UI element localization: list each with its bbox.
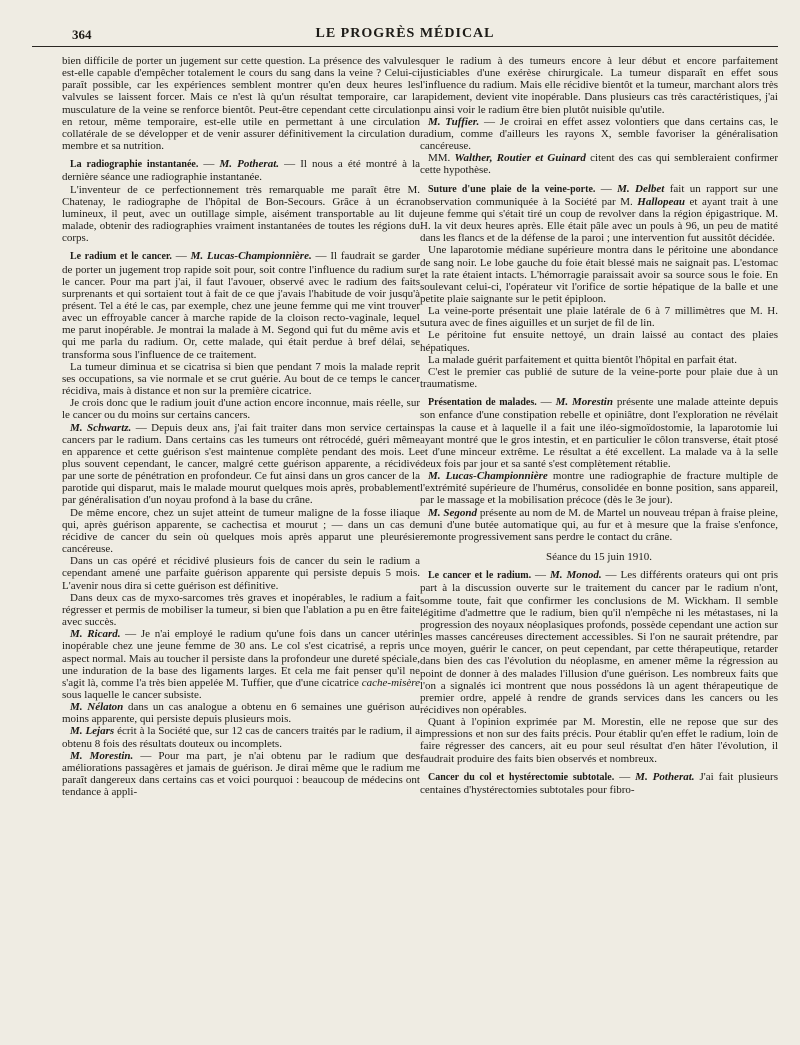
- paragraph: La tumeur diminua et se cicatrisa si bien que pendant 7 mois la malade reprit ses occupations, sa vie normale et se crut guérie. Au bout de ce temps le cancer récidiva, mais à distance et non sur la première cicatrice.: [62, 360, 420, 398]
- paragraph-text: montre une radiographie de fracture multiple de l'extrémité supérieure de l'humérus, consolidée en bonne position, sans appareil, par le massage et la mobilisation précoce (dès le 3e jour).: [420, 470, 778, 507]
- speaker-paragraph: [62, 422, 420, 507]
- speaker-name: M. Nélaton: [70, 701, 124, 714]
- paragraph: La malade guérit parfaitement et quitta bientôt l'hôpital en parfait état.: [428, 353, 737, 366]
- speaker-name: M. Monod.: [550, 569, 602, 582]
- paragraph: Dans deux cas de myxo-sarcomes très graves et inopérables, le radium a fait régresser et permis de mobiliser la tumeur, si bien que l'ablation a pu en être faite avec succès.: [62, 591, 420, 629]
- paragraph-text: — Les différents orateurs qui ont pris part à la discussion ouverte sur le traitement du cancer par le radium n'ont, somme toute, fait que confirmer les conclusions de M. Wickham. Il semble légitime d'admettre que le radium, bien qu'il n'empêche ni les métastases, ni la progression des noyaux néoplasiques profonds, possède cependant une action sur les masses cancéreuses directement accessibles. Si l'on ne saurait prétendre, par ce moyen, guérir le cancer, on peut cependant, par cette thérapeutique, retarder dans bien des cas l'évolution du néoplasme, en amener même la régression au point de donner à des malades l'illusion d'une guérison. Les nombreux faits que l'on a signalés ici montrent que nous possédons là un agent thérapeutique de premier ordre, appelé à rendre de grands services dans les cancers ou les récidives non opérables.: [420, 569, 779, 716]
- paragraph-text: — Je croirai en effet assez volontiers que dans certains cas, le radium, comme d'ailleurs les rayons X, semble favoriser la généralisation cancéreuse.: [420, 115, 778, 153]
- text-columns: [32, 55, 778, 798]
- section-heading: Le radium et le cancer.: [70, 251, 172, 263]
- speaker-paragraph: [62, 701, 420, 725]
- speaker-paragraph: [62, 750, 420, 799]
- paragraph: Quant à l'opinion exprimée par M. Morestin, elle ne repose que sur des impressions et non sur des faits précis. Pour établir qu'en effet le radium, loin de faire régresser des cancers, ait eu pour seul résultat d'en hâter l'évolution, il faudrait produire des faits bien observés et nombreux.: [420, 716, 778, 765]
- speaker-name: M. Lejars: [70, 725, 115, 738]
- paragraph-text: — Depuis deux ans, j'ai fait traiter dans mon service certains cancers par le radium. Dans certains cas les tumeurs ont rétrocédé, guéri même en apparence et cette guérison s'est maintenue complète pendant des mois. Le plus souvent cependant, le cancer, malgré cette guérison apparente, a récidivé par une sorte de pénétration en profondeur. Ce fut ainsi dans un gros cancer de la parotide qui disparut, mais le malade mourut quelques mois après, probablement par généralisation d'un noyau profond à la base du crâne.: [62, 421, 421, 507]
- right-column: [420, 55, 778, 798]
- speaker-name: M. Morestin: [555, 396, 613, 409]
- paragraph: La veine-porte présentait une plaie latérale de 6 à 7 millimètres que M. H. sutura avec de fines aiguilles et un surjet de fil de lin.: [420, 305, 778, 330]
- paragraph-text: — Il faudrait se garder de porter un jugement trop rapide soit pour, soit contre l'influence du radium sur le cancer. Pour ma part j'ai, il faut l'avouer, observé avec le radium des faits surprenants et qui sortaient tout à fait de ce que j'avais l'habitude de voir jusqu'à présent. Tel a été le cas, par exemple, chez une jeune femme qui me vint trouver avec un effroyable cancer à marche rapide de la cloison recto-vaginale, lequel me parut inopérable. Je montrai la malade à M. Segond qui fut du même avis et qui me parla du radium. Or, cette malade, qui était perdue à bref délai, se transforma sous l'influence de ce traitement.: [62, 250, 420, 361]
- section-radiographie: La radiographie instantanée. — M. Potherat. — Il nous a été montré à la dernière séance une radiographie instantanée.: [62, 158, 421, 184]
- paragraph: Je crois donc que le radium jouit d'une action encore inconnue, mais réelle, sur le cancer ou du moins sur certains cancers.: [62, 397, 420, 422]
- speaker-name: M. Delbet: [617, 182, 665, 195]
- speaker-name: M. Potherat.: [219, 158, 280, 171]
- speaker-prefix: MM.: [428, 152, 455, 165]
- paragraph: bien difficile de porter un jugement sur cette question. La présence des valvules est-elle capable d'empêcher totalement le cours du sang dans la veine ? Celui-ci paraît possible, car les expériences semblent montrer qu'en deux heures les valvules se laissent forcer. Mais ce n'est là qu'un résultat temporaire, car la musculature de la veine se renforce bientôt. Peut-être cependant cette circulation en retour, même temporaire, est-elle utile en permettant à une circulation collatérale de se développer et de venir assurer définitivement la circulation du membre et sa nutrition.: [62, 55, 420, 153]
- paragraph-text: J'ai fait plusieurs centaines d'hystérectomies subtotales pour fibro-: [420, 770, 779, 796]
- left-column: [62, 55, 420, 798]
- section-heading: La radiographie instantanée.: [70, 159, 199, 171]
- section-heading: Suture d'une plaie de la veine-porte.: [428, 183, 596, 195]
- speaker-paragraph: [62, 725, 420, 749]
- speaker-name: M. Schwartz.: [70, 421, 132, 434]
- section-radium-cancer: Le radium et le cancer. — M. Lucas-Championnière. — Il faudrait se garder de porter un jugement trop rapide soit pour, soit contre l'influence du radium sur le cancer. Pour ma part j'ai, il faut l'avouer, observé avec le radium des faits surprenants et qui sortaient tout à fait de ce que j'avais l'habitude de voir jusqu'à présent. Tel a été le cas, par exemple, chez une jeune femme qui me vint trouver avec un effroyable cancer à marche rapide de la cloison recto-vaginale, lequel me parut inopérable. Je montrai la malade à M. Segond qui fut du même avis et qui me parla du radium. Or, cette malade, qui était perdue à bref délai, se transforma sous l'influence de ce traitement.: [62, 250, 420, 361]
- speaker-name: Walther, Routier et Guinard: [454, 152, 586, 165]
- section-cancer-radium: Le cancer et le radium. — M. Monod. — Les différents orateurs qui ont pris part à la discussion ouverte sur le traitement du cancer par le radium n'ont, somme toute, fait que confirmer les conclusions de M. Wickham. Il semble légitime d'admettre que le radium, bien qu'il n'empêche ni les métastases, ni la progression des noyaux néoplasiques profonds, possède cependant une action sur les masses cancéreuses directement accessibles. Si l'on ne saurait prétendre, par ce moyen, guérir le cancer, on peut cependant, par cette thérapeutique, retarder dans bien des cas l'évolution du néoplasme, en amener même la régression au point de donner à des malades l'illusion d'une guérison. Les nombreux faits que l'on a signalés ici montrent que nous possédons là un agent thérapeutique de premier ordre, appelé à rendre de grands services dans les cancers ou les récidives non opérables.: [420, 569, 779, 716]
- paragraph-text: présente au nom de M. de Martel un nouveau trépan à fraise pleine, muni d'une butée automatique qui, au fur et à mesure que la fraise s'enfonce, remonte progressivement sans perdre le contact du crâne.: [420, 506, 779, 543]
- paragraph: C'est le premier cas publié de suture de la veine-porte pour plaie due à un traumatisme.: [420, 365, 778, 391]
- session-date: Séance du 15 juin 1910.: [545, 551, 652, 564]
- journal-title: LE PROGRÈS MÉDICAL: [315, 26, 495, 41]
- italic-term: cache-misère: [361, 676, 420, 689]
- speaker-name: M. Morestin.: [70, 749, 134, 762]
- paragraph-text: dans un cas analogue a obtenu en 6 semaines une guérison au moins apparente, qui persiste depuis plusieurs mois.: [62, 701, 420, 726]
- paragraph: L'inventeur de ce perfectionnement très remarquable me paraît être M. Chatenay, le radiographe de l'hôpital de Bon-Secours. Grâce à un écran lumineux, il peut, avec un outillage simple, aisément transportable au lit du malade, obtenir des radiographies vraiment instantanées de toutes les régions du corps.: [62, 183, 420, 245]
- speaker-paragraph: [420, 470, 778, 506]
- paragraph-text: écrit à la Société que, sur 12 cas de cancers traités par le radium, il a obtenu 8 fois des résultats douteux ou incomplets.: [62, 725, 421, 750]
- speaker-name: M. Lucas-Championnière.: [190, 250, 312, 263]
- paragraph-text: fait un rapport sur une observation communiquée à la Société par M.: [420, 182, 778, 208]
- paragraph-text: citent des cas qui sembleraient confirmer cette hypothèse.: [420, 152, 779, 177]
- paragraph: quer le radium à des tumeurs encore à leur début et encore parfaitement justiciables d'une exérèse chirurgicale. La tumeur disparaît en effet sous l'influence du radium. Mais elle récidive bientôt et la tumeur, marchant alors très rapidement, devient vite inopérable. Dans plusieurs cas très caractéristiques, j'ai pu ainsi voir le radium être bien plutôt nuisible qu'utile.: [420, 55, 778, 116]
- section-heading: Présentation de malades.: [428, 397, 537, 409]
- section-heading: Le cancer et le radium.: [428, 570, 532, 582]
- speaker-name: M. Ricard.: [70, 628, 121, 641]
- section-presentation-malades: Présentation de malades. — M. Morestin présente une malade atteinte depuis son enfance d'une constipation rebelle et opiniâtre, dont l'exploration ne révélait pas la cause et à laquelle il a fait une iléo-sigmoïdostomie, la laparotomie lui ayant montré que le gros intestin, et en particulier le côlon transverse, était ptosé et d'une minceur extrême. Le résultat a été excellent. La malade va à la selle deux fois par jour et sa santé s'est complètement rétablie.: [420, 396, 778, 470]
- speaker-paragraph: [420, 507, 778, 543]
- paragraph: De même encore, chez un sujet atteint de tumeur maligne de la fosse iliaque qui, après guérison apparente, se cachectisa et mourut ; — dans un cas de récidive de cancer du sein où quelques mois après apparut une pleurésie cancéreuse.: [62, 506, 420, 556]
- section-cancer-col: Cancer du col et hystérectomie subtotale. — M. Potherat. J'ai fait plusieurs centaines d'hystérectomies subtotales pour fibro-: [420, 770, 779, 796]
- speaker-paragraph: [62, 628, 420, 701]
- paragraph: Le péritoine fut ensuite nettoyé, un drain laissé au contact des plaies hépatiques.: [420, 329, 778, 354]
- section-veine-porte: Suture d'une plaie de la veine-porte. — M. Delbet fait un rapport sur une observation communiquée à la Société par M. Hallopeau et ayant trait à une jeune femme qui s'était tiré un coup de revolver dans la région épigastrique. M. H. la vit deux heures après. Elle était pâle avec un pouls à 96, un peu de matité dans les flancs et de la défense de la paroi ; une intervention fut aussitôt décidée.: [420, 182, 778, 245]
- paragraph-text: présente une malade atteinte depuis son enfance d'une constipation rebelle et opiniâtre, dont l'exploration ne révélait pas la cause et à laquelle il a fait une iléo-sigmoïdostomie, la laparotomie lui ayant montré que le gros intestin, et en particulier le côlon transverse, était ptosé et d'une minceur extrême. Le résultat a été excellent. La malade va à la selle deux fois par jour et sa santé s'est complètement rétablie.: [420, 396, 778, 470]
- paragraph-text: — Je n'ai employé le radium qu'une fois dans un cancer utérin inopérable chez une jeune femme de 30 ans. Le col s'est cicatrisé, a repris un aspect normal. Mais au toucher il persiste dans la profondeur une dureté spéciale, une induration de la base des ligaments larges. Et cela me fait penser qu'il ne s'agit là, comme l'a très bien appelée M. Tuffier, que d'une cicatrice: [62, 628, 420, 689]
- speaker-name: M. Tuffier.: [428, 115, 480, 128]
- paragraph: Une laparotomie médiane supérieure montra dans le péritoine une abondance de sang noir. Le lobe gauche du foie était blessé mais ne saignait pas. L'estomac et la rate étaient intacts. L'hémorragie paraissait avoir sa source sous le foie. En soulevant celui-ci, l'opérateur vit l'orifice de sortie hépatique de la balle et une petite plaie saignante sur le petit épiploon.: [420, 244, 778, 305]
- paragraph-text: — Il nous a été montré à la dernière séance une radiographie instantanée.: [62, 158, 421, 184]
- section-heading: Cancer du col et hystérectomie subtotale.: [428, 771, 615, 783]
- paragraph-text: sous laquelle le cancer subsiste.: [62, 688, 202, 701]
- paragraph-text: et ayant trait à une jeune femme qui s'était tiré un coup de revolver dans la région épigastrique. M. H. la vit deux heures après. Elle était pâle avec un pouls à 96, un peu de matité dans les flancs et de la défense de la paroi ; une intervention fut aussitôt décidée.: [420, 195, 778, 245]
- paragraph: Dans un cas opéré et récidivé plusieurs fois de cancer du sein le radium a cependant amené une parfaite guérison apparente qui persiste depuis 5 mois. L'avenir nous dira si cette guérison est définitive.: [62, 555, 420, 592]
- speaker-paragraph: [420, 152, 778, 176]
- speaker-name: M. Lucas-Championnière: [428, 470, 548, 483]
- speaker-name: Hallopeau: [637, 195, 685, 208]
- speaker-paragraph: [420, 116, 778, 152]
- page-number: 364: [72, 27, 92, 42]
- speaker-name: M. Potherat.: [635, 770, 695, 783]
- page-header: [32, 26, 778, 47]
- paragraph-text: — Pour ma part, je n'ai obtenu par le radium que des améliorations passagères et jamais de guérison. Je dirai même que le radium me paraît dangereux dans certains cas et voici pourquoi : beaucoup de médecins ont tendance à appli-: [62, 749, 420, 799]
- speaker-name: M. Segond: [428, 506, 478, 519]
